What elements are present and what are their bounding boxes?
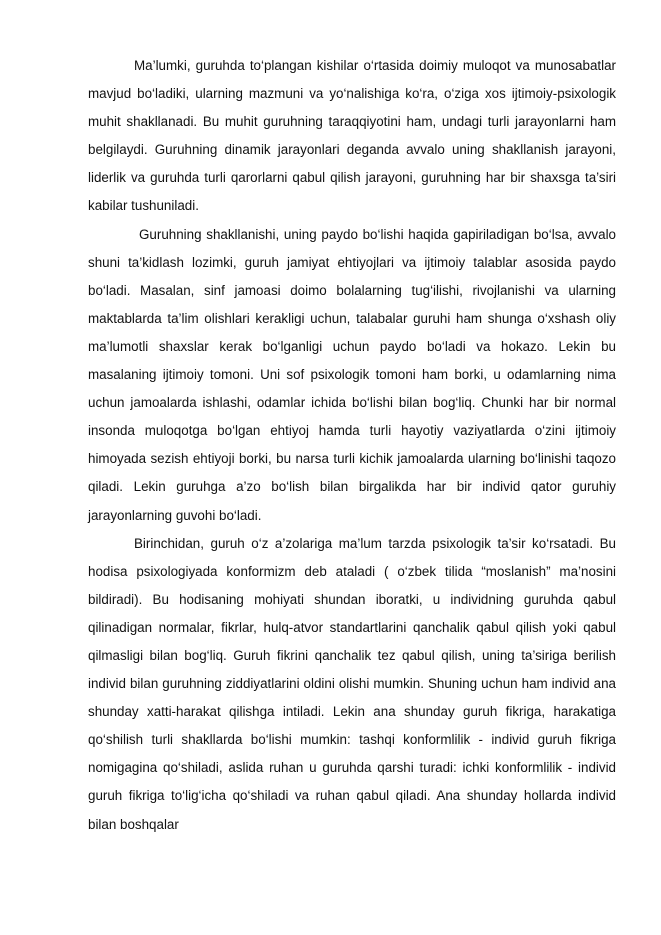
paragraph-1: Ma’lumki, guruhda to‘plangan kishilar o‘rtasida doimiy muloqot va munosabatlar mavjud bo‘ladiki, ularning mazmuni va yo‘nalishiga ko‘ra, o‘ziga xos ijtimoiy-psixologik muhit shakllanadi. Bu muhit guruhning taraqqiyotini ham, undagi turli jarayonlarni ham belgilaydi. Guruhning dinamik jarayonlari deganda avvalo uning shakllanish jarayoni, liderlik va guruhda turli qarorlarni qabul qilish jarayoni, guruhning har bir shaxsga ta’siri kabilar tushuniladi. xyxy=(88,58,616,214)
paragraph-2: Guruhning shakllanishi, uning paydo bo‘lishi haqida gapiriladigan bo‘lsa, avvalo shuni ta’kidlash lozimki, guruh jamiyat ehtiyojlari va ijtimoiy talablar asosida paydo bo‘ladi. Masalan, sinf jamoasi doimo bolalarning tug‘ilishi, rivojlanishi va ularning maktablarda ta’lim olishlari kerakligi uchun, talabalar guruhi ham shunga o‘xshash oliy ma’lumotli shaxslar kerak bo‘lganligi uchun paydo bo‘ladi va hokazo. Lekin bu masalaning ijtimoiy tomoni. Uni sof psixologik tomoni ham borki, u odamlarning nima uchun jamoalarda ishlashi, odamlar ichida bo‘lishi bilan bog‘liq. Chunki har bir normal insonda muloqotga bo‘lgan ehtiyoj hamda turli hayotiy vaziyatlarda o‘zini ijtimoiy himoyada sezish ehtiyoji borki, bu narsa turli kichik jamoalarda ularning bo‘linishi taqozo qiladi. Lekin guruhga a’zo bo‘lish bilan birgalikda har bir individ qator guruhiy jarayonlarning guvohi bo‘ladi. xyxy=(88,226,616,523)
document-page xyxy=(88,52,616,839)
paragraph-3: Birinchidan, guruh o‘z a’zolariga ma’lum tarzda psixologik ta’sir ko‘rsatadi. Bu hodisa psixologiyada konformizm deb ataladi ( o‘zbek tilida “moslanish” ma’nosini bildiradi). Bu hodisaning mohiyati shundan iboratki, u individning guruhda qabul qilinadigan normalar, fikrlar, hulq-atvor standartlarini qanchalik qabul qilish yoki qabul qilmasligi bilan bog‘liq. Guruh fikrini qanchalik tez qabul qilish, uning ta’siriga berilish individ bilan guruhning ziddiyatlarini oldini olishi mumkin. Shuning uchun ham individ ana shunday xatti-harakat qilishga intiladi. Lekin ana shunday guruh fikriga, harakatiga qo‘shilish turli shakllarda bo‘lishi mumkin: tashqi konformlilik - individ guruh fikriga nomigagina qo‘shiladi, aslida ruhan u guruhda qarshi turadi: ichki konformlilik - individ guruh fikriga to‘lig‘icha qo‘shiladi va ruhan qabul qiladi. Ana shunday hollarda individ bilan boshqalar xyxy=(88,535,616,832)
